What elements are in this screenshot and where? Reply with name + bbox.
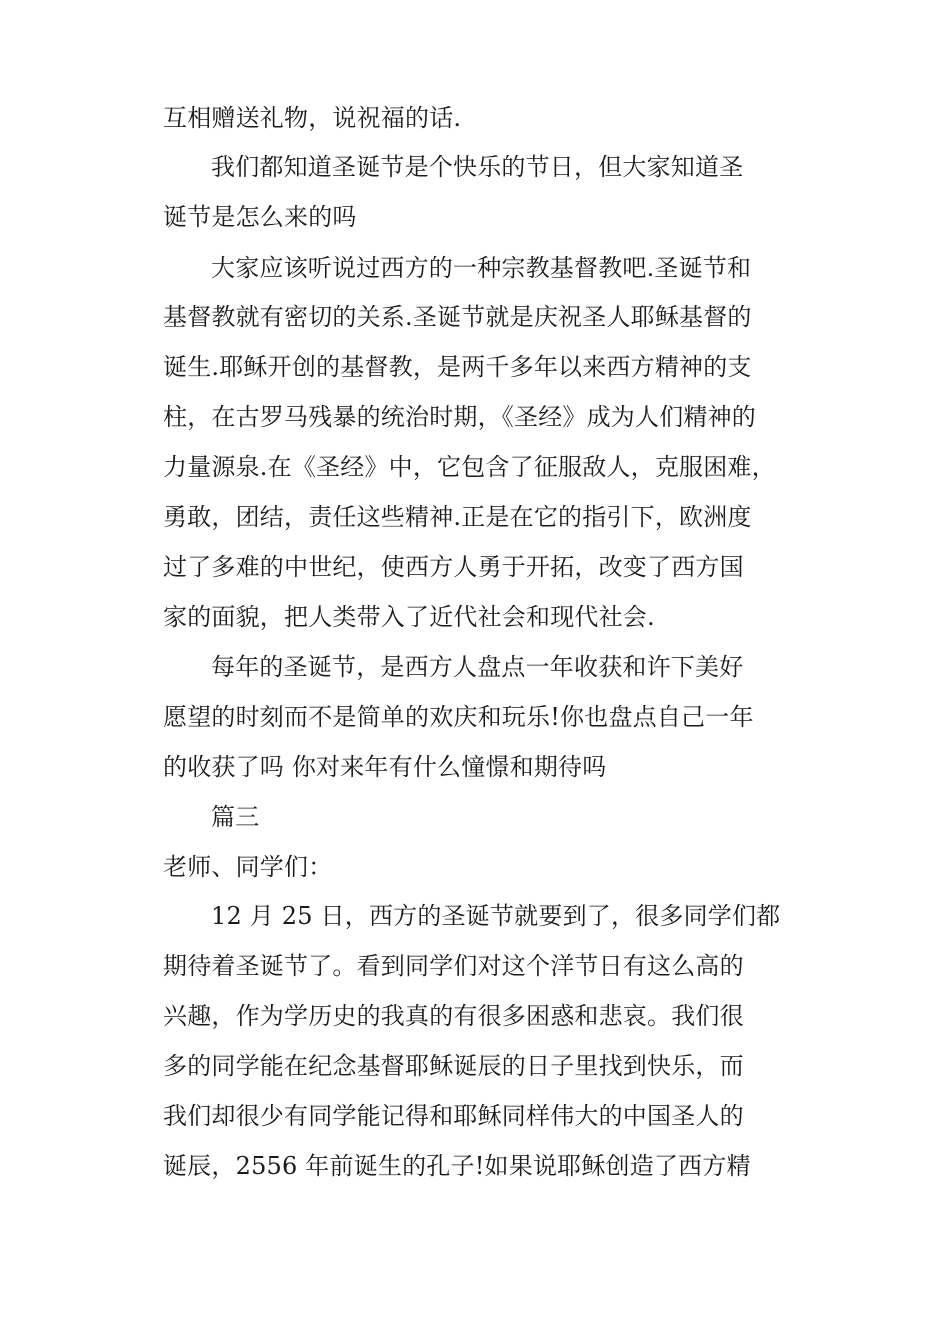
text-line-7: 柱，在古罗马残暴的统治时期，《圣经》成为人们精神的 [163, 403, 756, 431]
salutation-line: 老师、同学们： [163, 853, 333, 881]
paragraph-start-line: 12 月 25 日，西方的圣诞节就要到了，很多同学们都 [211, 902, 781, 930]
text-line-21: 我们却很少有同学能记得和耶稣同样伟大的中国圣人的 [163, 1102, 744, 1130]
text-line-18: 期待着圣诞节了。看到同学们对这个洋节日有这么高的 [163, 952, 744, 980]
text-line-8: 力量源泉.在《圣经》中，它包含了征服敌人，克服困难， [163, 453, 776, 481]
text-line-5: 基督教就有密切的关系.圣诞节就是庆祝圣人耶稣基督的 [163, 303, 752, 331]
text-line-1: 互相赠送礼物，说祝福的话. [163, 104, 462, 132]
text-line-14: 的收获了吗 你对来年有什么憧憬和期待吗 [163, 753, 607, 781]
text-line-20: 多的同学能在纪念基督耶稣诞辰的日子里找到快乐，而 [163, 1052, 744, 1080]
text-line-13: 愿望的时刻而不是简单的欢庆和玩乐!你也盘点自己一年 [163, 703, 754, 731]
text-line-9: 勇敢，团结，责任这些精神.正是在它的指引下，欧洲度 [163, 503, 752, 531]
text-line-10: 过了多难的中世纪，使西方人勇于开拓，改变了西方国 [163, 553, 744, 581]
text-line-11: 家的面貌，把人类带入了近代社会和现代社会. [163, 603, 655, 631]
text-line-22: 诞辰，2556 年前诞生的孔子!如果说耶稣创造了西方精 [163, 1152, 751, 1180]
paragraph-start-line: 大家应该听说过西方的一种宗教基督教吧.圣诞节和 [211, 254, 752, 282]
text-line-19: 兴趣，作为学历史的我真的有很多困惑和悲哀。我们很 [163, 1002, 744, 1030]
paragraph-start-line: 每年的圣诞节，是西方人盘点一年收获和许下美好 [211, 653, 744, 681]
section-heading: 篇三 [211, 803, 260, 831]
paragraph-start-line: 我们都知道圣诞节是个快乐的节日，但大家知道圣 [211, 153, 744, 181]
text-line-3: 诞节是怎么来的吗 [163, 203, 357, 231]
text-line-6: 诞生.耶稣开创的基督教，是两千多年以来西方精神的支 [163, 353, 752, 381]
